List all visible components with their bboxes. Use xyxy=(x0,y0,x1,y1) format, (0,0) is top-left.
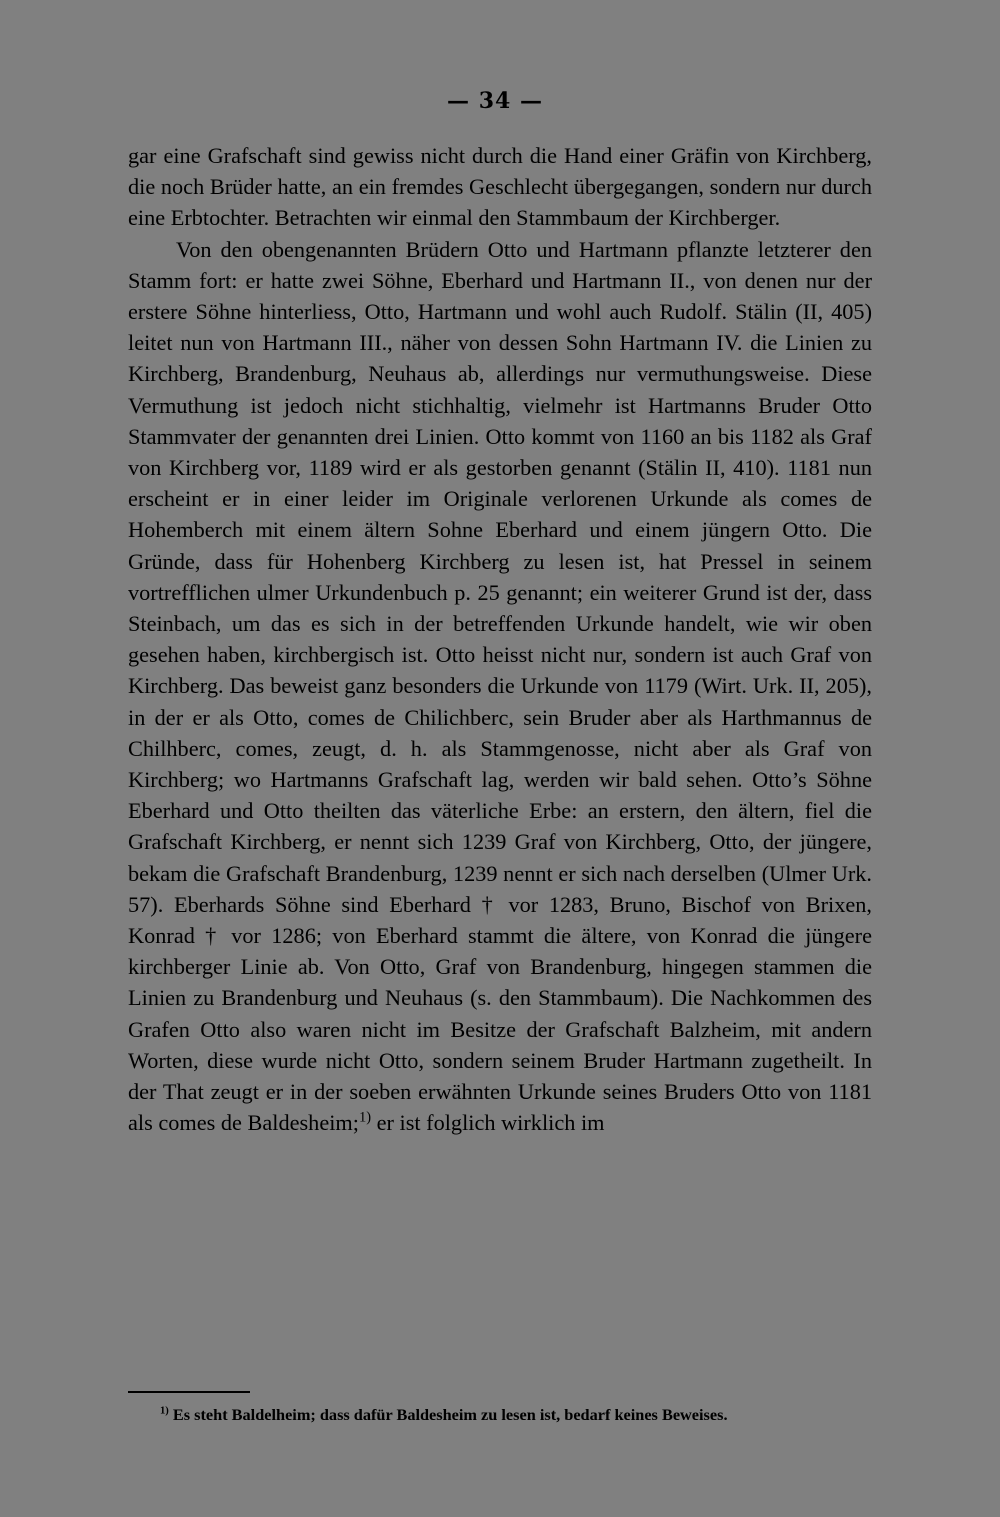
footnote-divider xyxy=(128,1391,250,1393)
paragraph-2-text: Von den obengenannten Brüdern Otto und Hartmann pflanzte letzterer den Stamm fort: er hatte zwei Söhne, Eberhard und Hartmann II., von denen nur der erstere Söhne hinterliess, Otto, Hartmann und wohl auch Rudolf. Stälin (II, 405) leitet nun von Hartmann III., näher von dessen Sohn Hartmann IV. die Linien zu Kirchberg, Brandenburg, Neuhaus ab, allerdings nur vermuthungsweise. Diese Vermuthung ist jedoch nicht stichhaltig, vielmehr ist Hartmanns Bruder Otto Stammvater der genannten drei Linien. Otto kommt von 1160 an bis 1182 als Graf von Kirchberg vor, 1189 wird er als gestorben genannt (Stälin II, 410). 1181 nun erscheint er in einer leider im Originale verlorenen Urkunde als comes de Hohemberch mit einem ältern Sohne Eberhard und einem jüngern Otto. Die Gründe, dass für Hohenberg Kirchberg zu lesen ist, hat Pressel in seinem vortrefflichen ulmer Urkundenbuch p. 25 genannt; ein weiterer Grund ist der, dass Steinbach, um das es sich in der betreffenden Urkunde handelt, wie wir oben gesehen haben, kirchbergisch ist. Otto heisst nicht nur, sondern ist auch Graf von Kirchberg. Das beweist ganz besonders die Urkunde von 1179 (Wirt. Urk. II, 205), in der er als Otto, comes de Chilichberc, sein Bruder aber als Harthmannus de Chilhberc, comes, zeugt, d. h. als Stammgenosse, nicht aber als Graf von Kirchberg; wo Hartmanns Grafschaft lag, werden wir bald sehen. Otto’s Söhne Eberhard und Otto theilten das väterliche Erbe: an erstern, den ältern, fiel die Grafschaft Kirchberg, er nennt sich 1239 Graf von Kirchberg, Otto, der jüngere, bekam die Grafschaft Brandenburg, 1239 nennt er sich nach derselben (Ulmer Urk. 57). Eberhards Söhne sind Eberhard † vor 1283, Bruno, Bischof von Brixen, Konrad † vor 1286; von Eberhard stammt die ältere, von Konrad die jüngere kirchberger Linie ab. Von Otto, Graf von Brandenburg, hingegen stammen die Linien zu Brandenburg und Neuhaus (s. den Stammbaum). Die Nachkommen des Grafen Otto also waren nicht im Besitze der Grafschaft Balzheim, mit andern Worten, diese wurde nicht Otto, sondern seinem Bruder Hartmann zugetheilt. In der That zeugt er in der soeben erwähnten Urkunde seines Bruders Otto von 1181 als comes de Baldesheim; xyxy=(128,236,872,1136)
body-text xyxy=(128,140,872,1139)
page-number: — 34 — xyxy=(447,88,543,114)
footnote-marker: 1) xyxy=(160,1405,169,1417)
footnote-reference: 1) xyxy=(358,1109,372,1126)
paragraph-2 xyxy=(128,234,872,1139)
paragraph-1: gar eine Grafschaft sind gewiss nicht durch die Hand einer Gräfin von Kirchberg, die noch Brüder hatte, an ein fremdes Geschlecht übergegangen, sondern nur durch eine Erbtochter. Betrachten wir einmal den Stammbaum der Kirchberger. xyxy=(128,143,872,231)
footnote-text: Es steht Baldelheim; dass dafür Baldesheim zu lesen ist, bedarf keines Beweises. xyxy=(168,1405,728,1424)
footnote xyxy=(160,1404,900,1426)
paragraph-2-text-after: er ist folglich wirklich im xyxy=(371,1110,605,1136)
